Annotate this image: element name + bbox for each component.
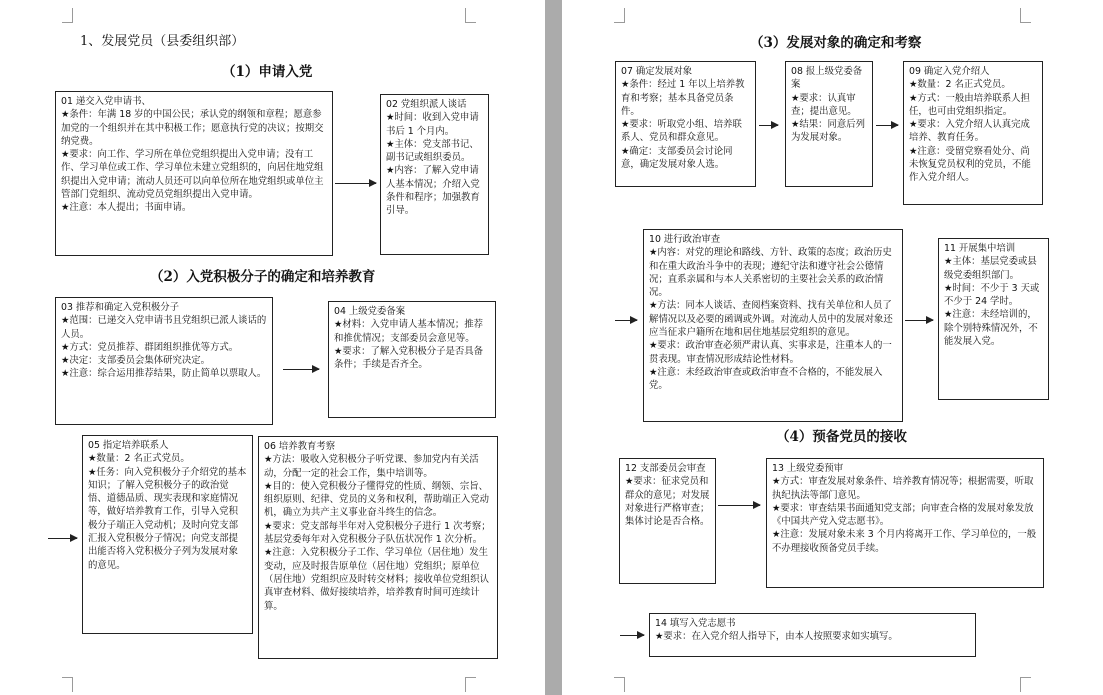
flow-arrow (615, 320, 637, 321)
box-line: ★要求：审查结果书面通知党支部；向审查合格的发展对象发放《中国共产党入党志愿书》。 (772, 502, 1034, 528)
flow-arrow (620, 635, 644, 636)
box-line: 06 培养教育考察 (264, 441, 336, 452)
box-line: 08 报上级党委备案 (791, 66, 863, 91)
flow-arrow (759, 125, 778, 126)
crop-mark (614, 8, 625, 23)
box-line: ★注意：综合运用推荐结果，防止简单以票取人。 (61, 368, 267, 380)
step-box-09 (903, 61, 1043, 205)
step-box-04 (328, 301, 496, 418)
crop-mark (1020, 677, 1031, 692)
box-line: ★数量：2 名正式党员。 (88, 453, 190, 465)
step-box-02 (380, 94, 489, 255)
box-line: ★方式：审查发展对象条件、培养教育情况等；根据需要，听取执纪执法等部门意见。 (772, 476, 1034, 501)
flow-arrow (283, 369, 319, 370)
flow-arrow (48, 538, 77, 539)
box-line: 04 上级党委备案 (334, 306, 406, 317)
box-line: 11 开展集中培训 (944, 243, 1016, 254)
right-page (562, 0, 1103, 695)
step-box-10 (643, 229, 903, 422)
crop-mark (62, 8, 73, 23)
box-line: ★时间：收到入党申请书后 1 个月内。 (386, 112, 479, 137)
box-line: ★时间：不少于 3 天或不少于 24 学时。 (944, 282, 1040, 308)
box-line: ★方式：一般由培养联系人担任，也可由党组织指定。 (909, 92, 1030, 117)
box-line: ★内容：了解入党申请人基本情况；介绍入党条件和程序；加强教育引导。 (386, 165, 480, 217)
box-line: 02 党组织派人谈话 (386, 99, 467, 110)
step-box-14 (649, 613, 976, 657)
step-box-01 (55, 91, 333, 256)
page-title: 1、发展党员（县委组织部） (80, 34, 245, 49)
box-line: ★结果：同意后列为发展对象。 (791, 119, 866, 144)
box-line: ★任务：向入党积极分子介绍党的基本知识；了解入党积极分子的政治觉悟、道德品质、现实表现和家庭情况等，做好培养教育工作，引导入党积极分子端正入党动机；及时向党支部汇报入党积极分子情况；向党支部提出能否将入党积极分子列为发展对象的意见。 (88, 466, 247, 571)
step-box-05 (82, 435, 253, 634)
flow-arrow (876, 125, 898, 126)
box-line: ★材料：入党申请人基本情况；推荐和推优情况；支部委员会意见等。 (334, 319, 484, 344)
box-line: ★要求：入党介绍人认真完成培养、教育任务。 (909, 119, 1030, 144)
crop-mark (465, 8, 476, 23)
crop-mark (1020, 8, 1031, 23)
box-line: ★条件：经过 1 年以上培养教育和考察；基本具备党员条件。 (621, 79, 745, 117)
box-line: ★注意：本人提出；书面申请。 (61, 202, 192, 214)
box-line: ★条件：年满 18 岁的中国公民；承认党的纲领和章程；愿意参加党的一个组织并在其中积极工作；愿意执行党的决议；按期交纳党费。 (61, 109, 324, 147)
box-line: 01 递交入党申请书、 (61, 96, 151, 107)
box-line: ★内容：对党的理论和路线、方针、政策的态度；政治历史和在重大政治斗争中的表现；遵纪守法和遵守社会公德情况；直系亲属和与本人关系密切的主要社会关系的政治情况。 (649, 247, 892, 299)
step-box-07 (615, 61, 756, 187)
box-line: 07 确定发展对象 (621, 66, 693, 77)
box-line: ★目的：使入党积极分子懂得党的性质、纲领、宗旨、组织原则、纪律、党员的义务和权利，帮助端正入党动机，确立为共产主义事业奋斗终生的信念。 (264, 480, 490, 519)
box-line: ★注意：入党积极分子工作、学习单位（居住地）发生变动，应及时报告原单位（居住地）党组织；原单位（居住地）党组织应及时转交材料；接收单位党组织认真审查材料、做好接续培养，培养教育时间可连续计算。 (264, 547, 490, 612)
box-line: 09 确定入党介绍人 (909, 66, 990, 77)
crop-mark (614, 677, 625, 692)
box-line: ★要求：了解入党积极分子是否具备条件；手续是否齐全。 (334, 345, 484, 371)
section-heading-candidates: （3）发展对象的确定和考察 (750, 35, 922, 51)
section-heading-apply: （1）申请入党 (222, 64, 313, 80)
step-box-08 (785, 61, 873, 187)
box-line: ★注意：发展对象未来 3 个月内将离开工作、学习单位的，一般不办理接收预备党员手续。 (772, 529, 1037, 554)
section-heading-activists: （2）入党积极分子的确定和培养教育 (150, 269, 376, 285)
box-line: 12 支部委员会审查 (625, 463, 706, 474)
box-line: ★要求：认真审查；提出意见。 (791, 92, 857, 117)
crop-mark (465, 677, 476, 692)
box-line: 13 上级党委预审 (772, 463, 844, 474)
box-line: ★确定：支部委员会讨论同意，确定发展对象人选。 (621, 145, 733, 171)
box-line: ★主体：党支部书记、副书记或组织委员。 (386, 138, 479, 164)
step-box-12 (619, 458, 716, 584)
left-page (0, 0, 545, 695)
box-line: ★注意：未经培训的，除个别特殊情况外，不能发展入党。 (944, 309, 1038, 348)
crop-mark (62, 677, 73, 692)
flow-arrow (905, 320, 933, 321)
box-line: 03 推荐和确定入党积极分子 (61, 302, 180, 313)
step-box-13 (766, 458, 1044, 588)
box-line: ★要求：征求党员和群众的意见；对发展对象进行严格审查；集体讨论是否合格。 (625, 476, 710, 528)
box-line: ★主体：基层党委或县级党委组织部门。 (944, 256, 1037, 281)
box-line: ★范围：已递交入党申请书且党组织已派人谈话的人员。 (61, 315, 267, 340)
box-line: ★方法：吸收入党积极分子听党课、参加党内有关活动，分配一定的社会工作，集中培训等。 (264, 454, 479, 479)
step-box-11 (938, 238, 1049, 400)
step-box-06 (258, 436, 498, 659)
box-line: ★要求：党支部每半年对入党积极分子进行 1 次考察；基层党委每年对入党积极分子队伍状况作 1 次分析。 (264, 520, 491, 546)
box-line: ★要求：向工作、学习所在单位党组织提出入党申请；没有工作、学习单位或工作、学习单位未建立党组织的，向居住地党组织提出入党申请；流动人员还可以向单位所在地党组织或单位主管部门党组织、流动党员党组织提出入党申请。 (61, 149, 324, 201)
box-line: ★注意：未经政治审查或政治审查不合格的，不能发展入党。 (649, 366, 883, 392)
flow-arrow (718, 505, 760, 506)
box-line: ★决定：支部委员会集体研究决定。 (61, 355, 211, 367)
flow-arrow (335, 183, 376, 184)
box-line: ★要求：在入党介绍人指导下，由本人按照要求如实填写。 (655, 631, 898, 643)
section-heading-probationary: （4）预备党员的接收 (776, 429, 907, 445)
box-line: ★方式：党员推荐、群团组织推优等方式。 (61, 341, 239, 353)
box-line: ★方法：同本人谈话、查阅档案资料、找有关单位和人员了解情况以及必要的函调或外调。对流动人员中的发展对象还应当征求户籍所在地和居住地基层党组织的意见。 (649, 300, 893, 339)
box-line: 10 进行政治审查 (649, 234, 721, 245)
box-line: 14 填写入党志愿书 (655, 618, 736, 629)
step-box-03 (55, 297, 273, 425)
box-line: ★数量：2 名正式党员。 (909, 79, 1011, 91)
box-line: ★要求：听取党小组、培养联系人、党员和群众意见。 (621, 119, 742, 144)
box-line: 05 指定培养联系人 (88, 440, 169, 451)
box-line: ★注意：受留党察看处分、尚未恢复党员权利的党员，不能作入党介绍人。 (909, 145, 1031, 184)
box-line: ★要求：政治审查必须严肃认真、实事求是，注重本人的一贯表现。审查情况形成结论性材料。 (649, 340, 892, 365)
